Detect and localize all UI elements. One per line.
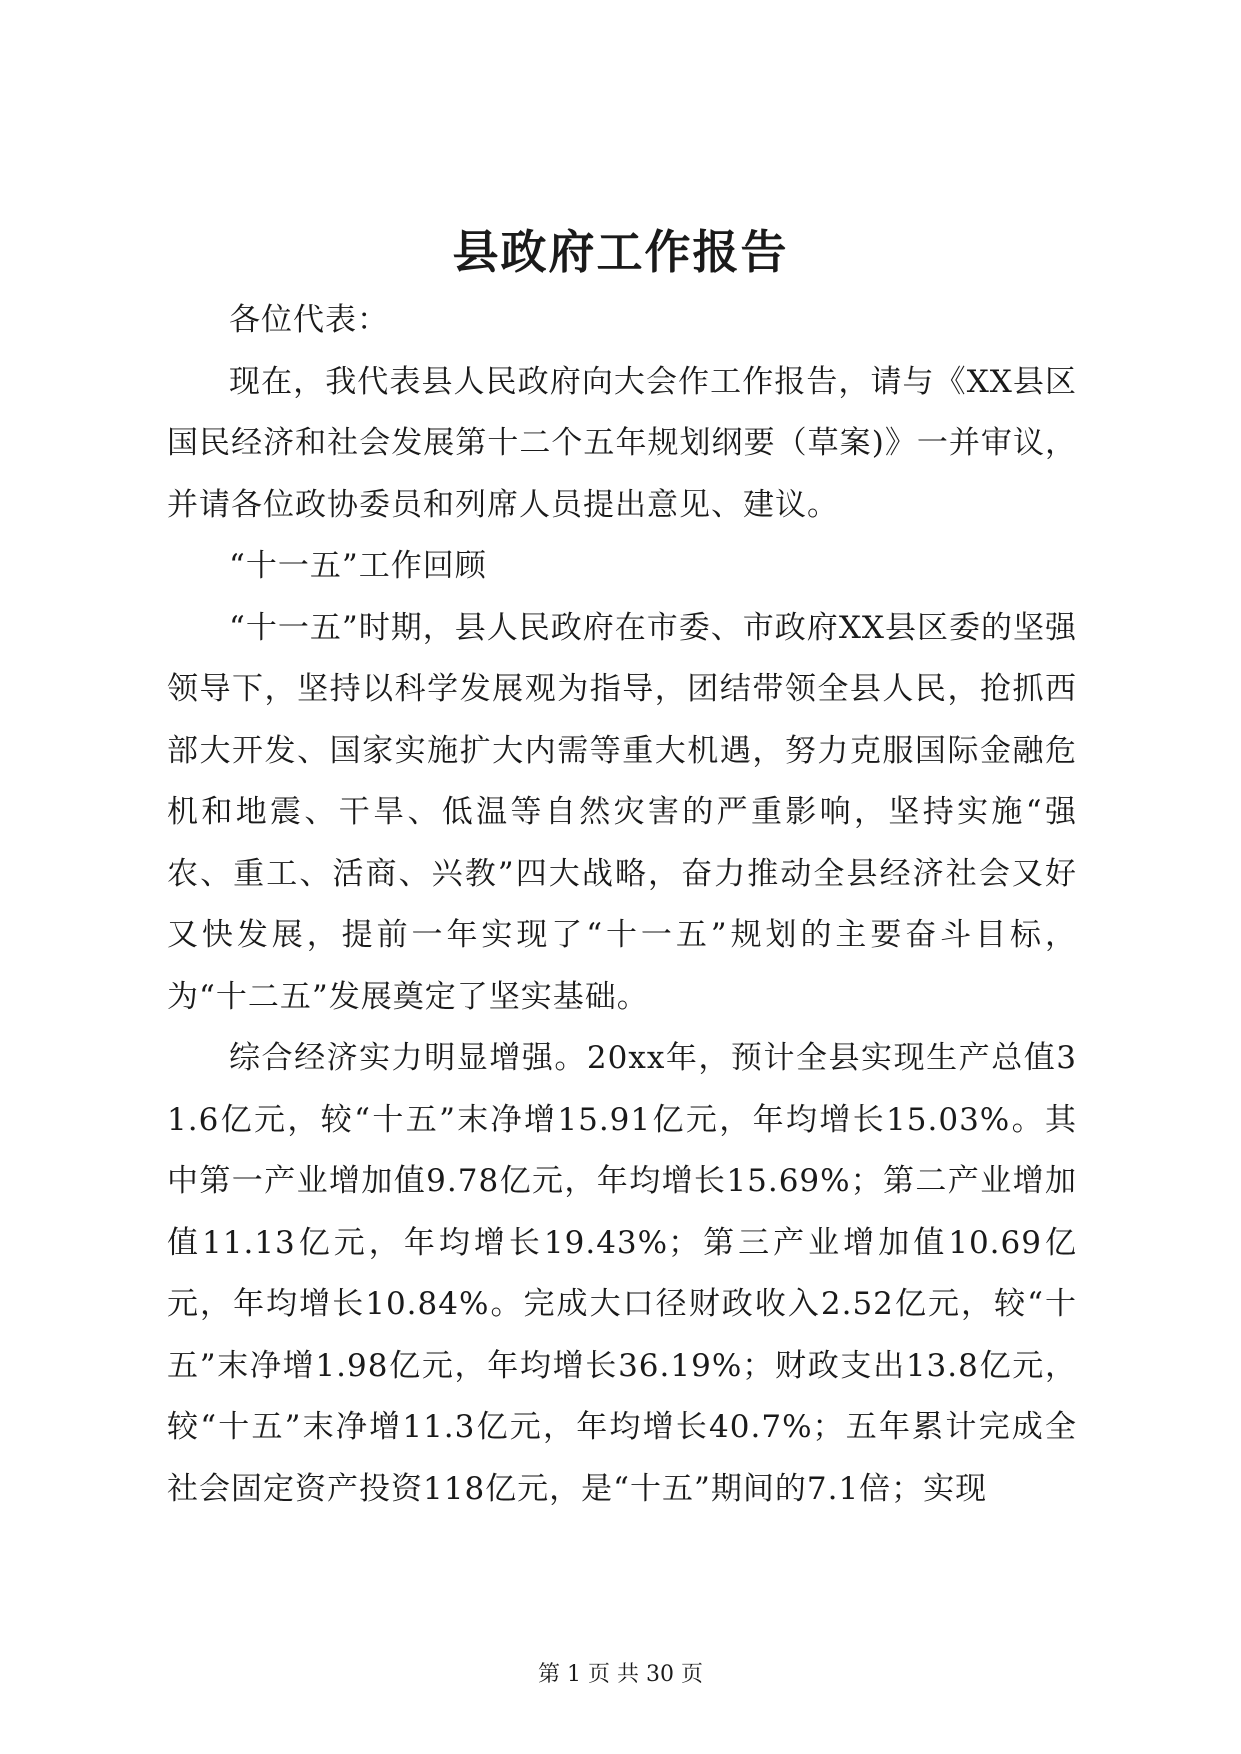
document-body [167,290,1077,1520]
salutation-paragraph: 各位代表： [229,302,389,338]
intro-paragraph: 现在，我代表县人民政府向大会作工作报告，请与《XX县区国民经济和社会发展第十二个五年规划纲要（草案)》一并审议，并请各位政协委员和列席人员提出意见、建议。 [167,363,1077,523]
economy-paragraph: 综合经济实力明显增强。20xx年，预计全县实现生产总值31.6亿元，较“十五”末净增15.91亿元，年均增长15.03%。其中第一产业增加值9.78亿元，年均增长15.69%；第二产业增加值11.13亿元，年均增长19.43%；第三产业增加值10.69亿元，年均增长10.84%。完成大口径财政收入2.52亿元，较“十五”末净增1.98亿元，年均增长36.19%；财政支出13.8亿元，较“十五”末净增11.3亿元，年均增长40.7%；五年累计完成全社会固定资产投资118亿元，是“十五”期间的7.1倍；实现 [167,1040,1077,1507]
document-title: 县政府工作报告 [452,225,789,279]
review-paragraph: “十一五”时期，县人民政府在市委、市政府XX县区委的坚强领导下，坚持以科学发展观为指导，团结带领全县人民，抢抓西部大开发、国家实施扩大内需等重大机遇，努力克服国际金融危机和地震、干旱、低温等自然灾害的严重影响，坚持实施“强农、重工、活商、兴教”四大战略，奋力推动全县经济社会又好又快发展，提前一年实现了“十一五”规划的主要奋斗目标，为“十二五”发展奠定了坚实基础。 [167,609,1077,1015]
section-heading: “十一五”工作回顾 [229,548,487,584]
page-number-footer: 第 1 页 共 30 页 [538,1662,703,1687]
